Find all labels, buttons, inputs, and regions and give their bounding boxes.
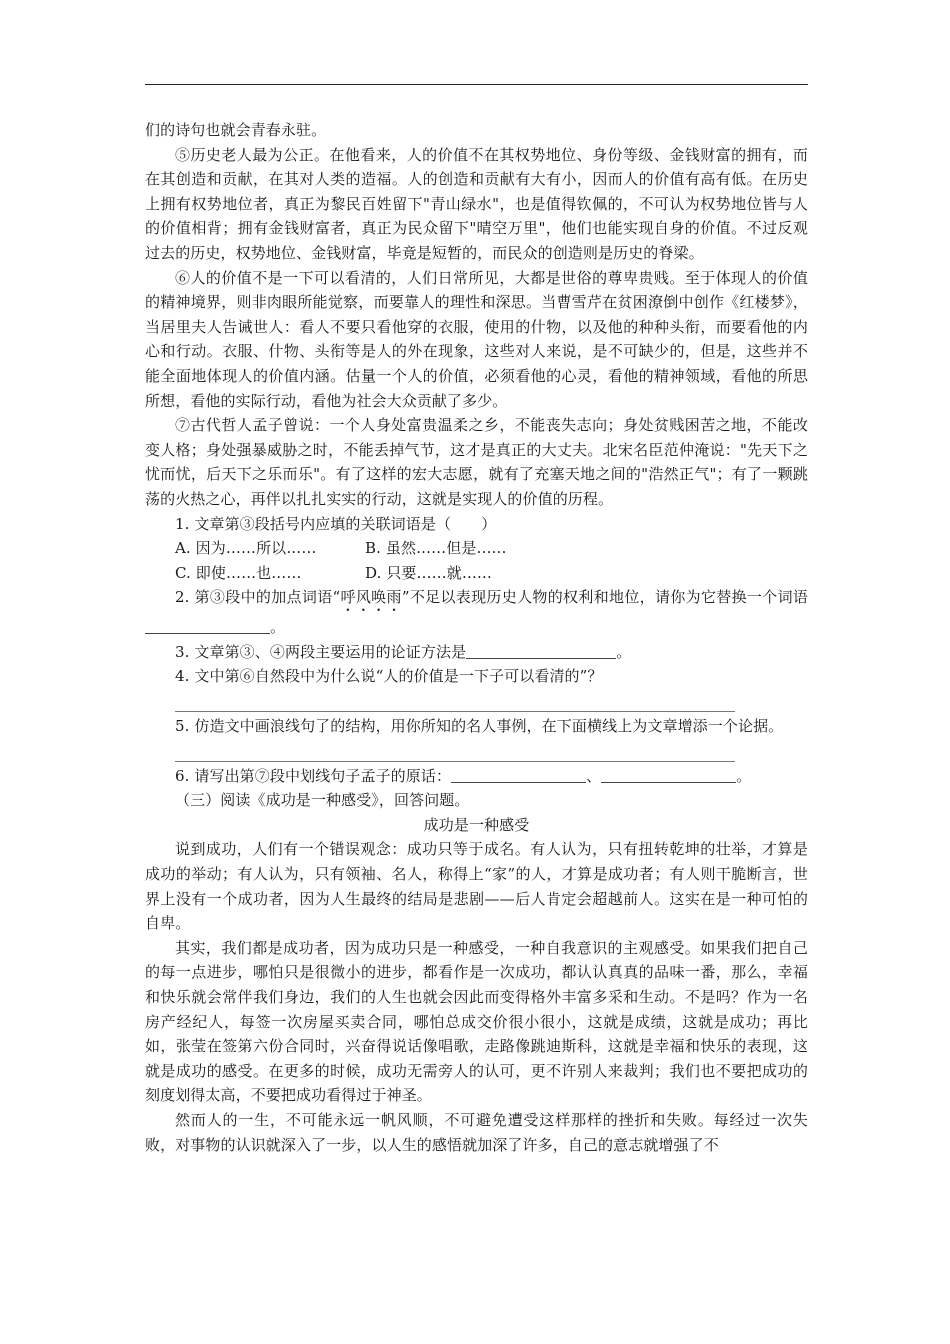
article-paragraph-1: 说到成功，人们有一个错误观念：成功只等于成名。有人认为，只有扭转乾坤的壮举，才算是成功的举动；有人认为，只有领袖、名人，称得上“家”的人，才算是成功者；有人则干脆断言，世界上没有一个成功者，因为人生最终的结局是悲剧——后人肯定会超越前人。这实在是一种可怕的自卑。: [145, 840, 808, 933]
answer-blank[interactable]: [601, 767, 736, 783]
answer-blank[interactable]: [466, 643, 616, 659]
answer-blank[interactable]: [451, 767, 586, 783]
question-1: 1. 文章第③段括号内应填的关联词语是（ ）: [175, 514, 497, 533]
question-3: [145, 640, 808, 665]
question-2-text: ”不足以表现历史人物的权利和地位，请你为它替换一个词语: [401, 588, 809, 607]
paragraph-continuation: 们的诗句也就会青春永驻。: [145, 121, 327, 139]
emphasized-word: 呼风唤雨: [340, 588, 402, 607]
section-3-heading: （三）阅读《成功是一种感受》，回答问题。: [175, 791, 470, 810]
question-1-options-row-2: [145, 561, 808, 586]
question-3-text: 3. 文章第③、④两段主要运用的论证方法是: [175, 642, 467, 661]
question-1-options-row-1: [145, 536, 808, 561]
paragraph-6: ⑥人的价值不是一下可以看清的，人们日常所见，大都是世俗的尊卑贵贱。至于体现人的价值的精神境界，则非肉眼所能觉察，而要靠人的理性和深思。当曹雪芹在贫困潦倒中创作《红楼梦》，当居里夫人告诫世人：看人不要只看他穿的衣服，使用的什物，以及他的种种头衔，而要看他的内心和行动。衣服、什物、头衔等是人的外在现象，这些对人来说，是不可缺少的，但是，这些并不能全面地体现人的价值内涵。估量一个人的价值，必须看他的心灵，看他的精神领域，看他的所思所想，看他的实际行动，看他为社会大众贡献了多少。: [145, 268, 808, 410]
question-5: 5. 仿造文中画浪线句了的结构，用你所知的名人事例，在下面横线上为文章增添一个论据。: [175, 717, 784, 736]
header-rule: [145, 84, 808, 85]
question-6-text: 6. 请写出第⑦段中划线句子孟子的原话：: [175, 766, 452, 785]
article-paragraph-3: 然而人的一生，不可能永远一帆风顺，不可避免遭受这样那样的挫折和失败。每经过一次失败，对事物的认识就深入了一步，以人生的感悟就加深了许多，自己的意志就增强了不: [145, 1110, 808, 1154]
question-4: 4. 文中第⑥自然段中为什么说“人的价值是一下子可以看清的”？: [175, 667, 603, 686]
answer-line[interactable]: [175, 739, 735, 762]
option-c: C. 即使……也……: [175, 563, 302, 582]
article-paragraph-2: 其实，我们都是成功者，因为成功只是一种感受，一种自我意识的主观感受。如果我们把自己的每一点进步，哪怕只是很微小的进步，都看作是一次成功，都认认真真的品味一番，那么，幸福和快乐就会常伴我们身边，我们的人生也就会因此而变得格外丰富多采和生动。不是吗？作为一名房产经纪人，每签一次房屋买卖合同，哪怕总成交价很小很小，这就是成绩，这就是成功；再比如，张莹在签第六份合同时，兴奋得说话像唱歌，走路像跳迪斯科，这就是幸福和快乐的表现，这就是成功的感受。在更多的时候，成功无需旁人的认可，更不许别人来裁判；我们也不要把成功的刻度划得太高，不要把成功看得过于神圣。: [145, 938, 808, 1105]
question-3-end: 。: [616, 642, 632, 661]
answer-line[interactable]: [175, 689, 735, 712]
option-d: D. 只要……就……: [365, 563, 493, 582]
question-2-end: 。: [270, 618, 286, 637]
paragraph-5: ⑤历史老人最为公正。在他看来，人的价值不在其权势地位、身份等级、金钱财富的拥有，而在其创造和贡献，在其对人类的造福。人的创造和贡献有大有小，因而人的价值有高有低。在历史上拥有权势地位者，真正为黎民百姓留下"青山绿水"，也是值得钦佩的，不可认为权势地位皆与人的价值相背；拥有金钱财富者，真正为民众留下"晴空万里"，他们也能实现自身的价值。不过反观过去的历史，权势地位、金钱财富，毕竟是短暂的，而民众的创造则是历史的脊梁。: [145, 145, 808, 262]
answer-blank[interactable]: [145, 618, 270, 634]
option-a: A. 因为……所以……: [175, 539, 317, 558]
separator: 、: [586, 766, 602, 785]
question-2: [145, 585, 808, 640]
article-title: 成功是一种感受: [423, 815, 530, 834]
document-body: [145, 118, 808, 1157]
option-b: B. 虽然……但是……: [365, 539, 507, 558]
question-6-end: 。: [736, 766, 752, 785]
question-6: [145, 764, 808, 789]
question-2-prefix: 2. 第③段中的加点词语“: [175, 588, 341, 607]
paragraph-7: ⑦古代哲人孟子曾说：一个人身处富贵温柔之乡，不能丧失志向；身处贫贱困苦之地，不能改变人格；身处强暴威胁之时，不能丢掉气节，这才是真正的大丈夫。北宋名臣范仲淹说："先天下之忧而忧，后天下之乐而乐"。有了这样的宏大志愿，就有了充塞天地之间的"浩然正气"；有了一颗跳荡的火热之心，再伴以扎扎实实的行动，这就是实现人的价值的历程。: [145, 416, 808, 508]
